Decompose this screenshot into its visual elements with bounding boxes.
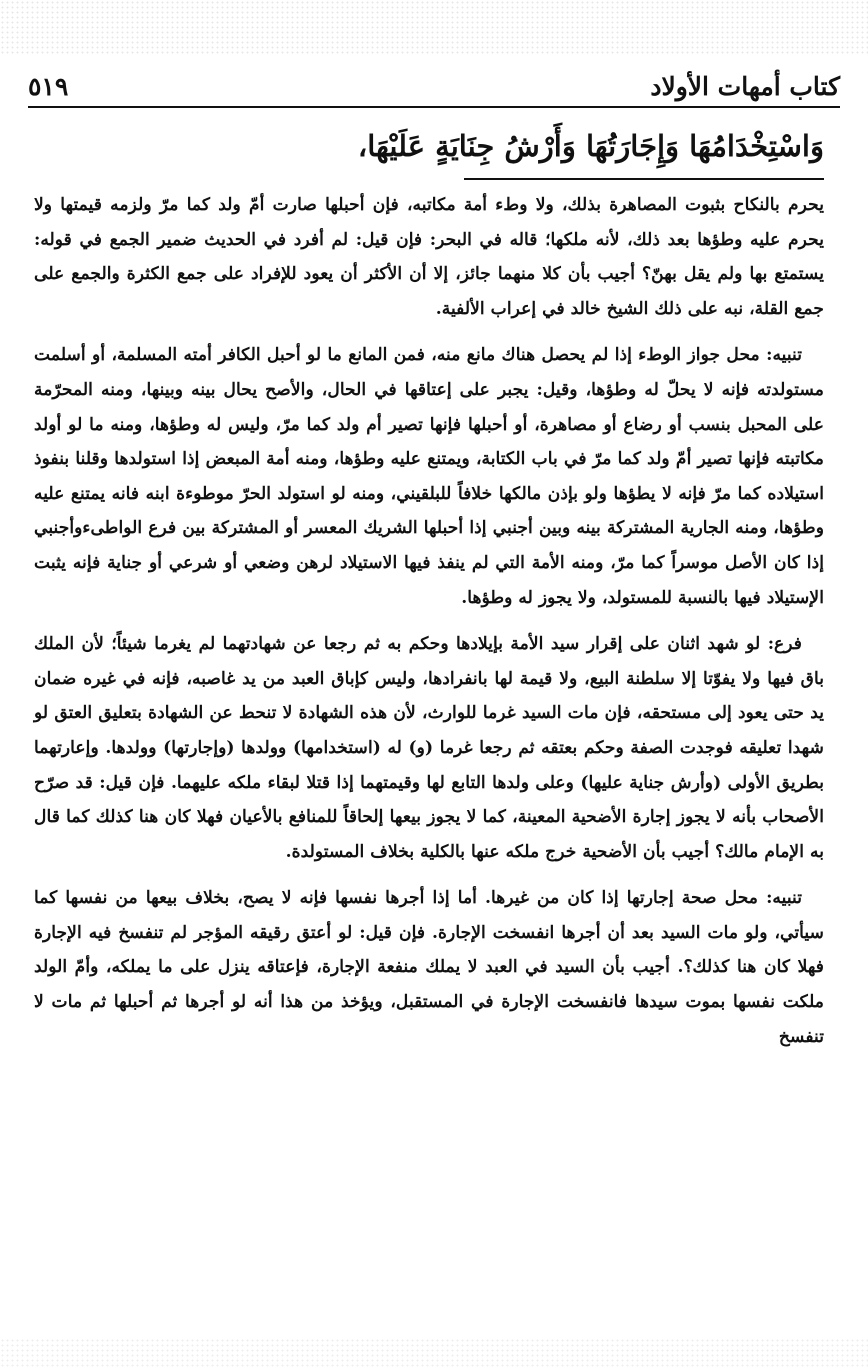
scan-noise-bottom <box>0 1338 868 1368</box>
matn-text: وَاسْتِخْدَامُهَا وَإِجَارَتُهَا وَأَرْشُ جِنَايَةٍ عَلَيْهَا، <box>357 129 824 163</box>
running-title: كتاب أمهات الأولاد <box>650 71 840 101</box>
scan-noise-top <box>0 0 868 55</box>
paragraph: تنبيه: محل جواز الوطء إذا لم يحصل هناك مانع منه، فمن المانع ما لو أحبل الكافر أمته المسلمة، أو أسلمت مستولدته فإنه لا يحلّ له وطؤها، وقيل: يجبر على إعتاقها في الحال، والأصح يحال بينه وبينها، ومنه المحرّمة على المحبل بنسب أو رضاع أو مصاهرة، أو أحبلها فإنها تصير أم ولد كما مرّ، وليس له وطؤها، ومنه ما لو أولد مكاتبته فإنها تصير أمّ ولد كما مرّ في باب الكتابة، ويمتنع عليه وطؤها، ومنه أمة المبعض إذا استولدها وقلنا بنفوذ استيلاده كما مرّ فإنه لا يطؤها ولو بإذن مالكها خلافاً للبلقيني، ومنه لو استولد الحرّ موطوءة ابنه فانه يمتنع عليه وطؤها، ومنه الجارية المشتركة بينه وبين أجنبي إذا أحبلها الشريك المعسر أو المشتركة بين فرع الواطىءوأجنبي إذا كان الأصل موسراً كما مرّ، ومنه الأمة التي لم ينفذ فيها الاستيلاد لرهن وضعي أو شرعي أو جناية فإنه يثبت الإستيلاد فيها بالنسبة للمستولد، ولا يجوز له وطؤها. <box>34 345 824 608</box>
paragraph: يحرم بالنكاح بثبوت المصاهرة بذلك، ولا وطء أمة مكاتبه، فإن أحبلها صارت أمّ ولد كما مرّ ولزمه قيمتها ولا يحرم عليه وطؤها بعد ذلك، لأنه ملكها؛ قاله في البحر: فإن قيل: لم أفرد في الحديث ضمير الجمع في قوله: يستمتع بها ولم يقل بهنّ؟ أجيب بأن كلا منهما جائز، إلا أن الأكثر أن يعود للإفراد على جمع الكثرة والجمع على جمع القلة، نبه على ذلك الشيخ خالد في إعراب الألفية. <box>34 195 824 319</box>
commentary-body <box>34 188 824 1338</box>
paragraph: تنبيه: محل صحة إجارتها إذا كان من غيرها. أما إذا أجرها نفسها فإنه لا يصح، بخلاف بيعها من نفسها كما سيأتي، ولو مات السيد بعد أن أجرها انفسخت الإجارة. فإن قيل: لو أعتق رقيقه المؤجر لم تنفسخ فيه الإجارة فهلا كان هنا كذلك؟. أجيب بأن السيد في العبد لا يملك منفعة الإجارة، فإعتاقه ينزل على ما يملكه، وأمّ الولد ملكت نفسها بموت سيدها فانفسخت الإجارة في المستقبل، ويؤخذ من هذا أنه لو أجرها ثم أحبلها ثم مات لا تنفسخ <box>34 888 824 1047</box>
matn-rule <box>464 178 824 180</box>
page-header <box>28 68 840 104</box>
paragraph: فرع: لو شهد اثنان على إقرار سيد الأمة بإيلادها وحكم به ثم رجعا عن شهادتهما لم يغرما شيئاً؛ لأن الملك باق فيها ولا يفوّتا إلا سلطنة البيع، ولا قيمة لها بانفرادها، وليس كإباق العبد من يد غاصبه، فإنه في غيره ضمان يد حتى يعود إلى مستحقه، فإن مات السيد غرما للوارث، لأن هذه الشهادة لا تنحط عن الشهادة بتعليق العتق لو شهدا تعليقه فوجدت الصفة وحكم بعتقه ثم رجعا غرما (و) له (استخدامها) وولدها (وإجارتها) وولدها. وإعارتهما بطريق الأولى (وأرش جناية عليها) وعلى ولدها التابع لها وقيمتهما إذا قتلا لبقاء ملكه عليهما. فإن قيل: قد صرّح الأصحاب بأنه لا يجوز إجارة الأضحية المعينة، كما لا يجوز بيعها إلحاقاً للمنافع بالأعيان فهلا كان هنا كذلك كما قال به الإمام مالك؟ أجيب بأن الأضحية خرج ملكه عنها بالكلية بخلاف المستولدة. <box>34 634 824 862</box>
header-rule <box>28 106 840 108</box>
page-number: ٥١٩ <box>28 71 69 101</box>
